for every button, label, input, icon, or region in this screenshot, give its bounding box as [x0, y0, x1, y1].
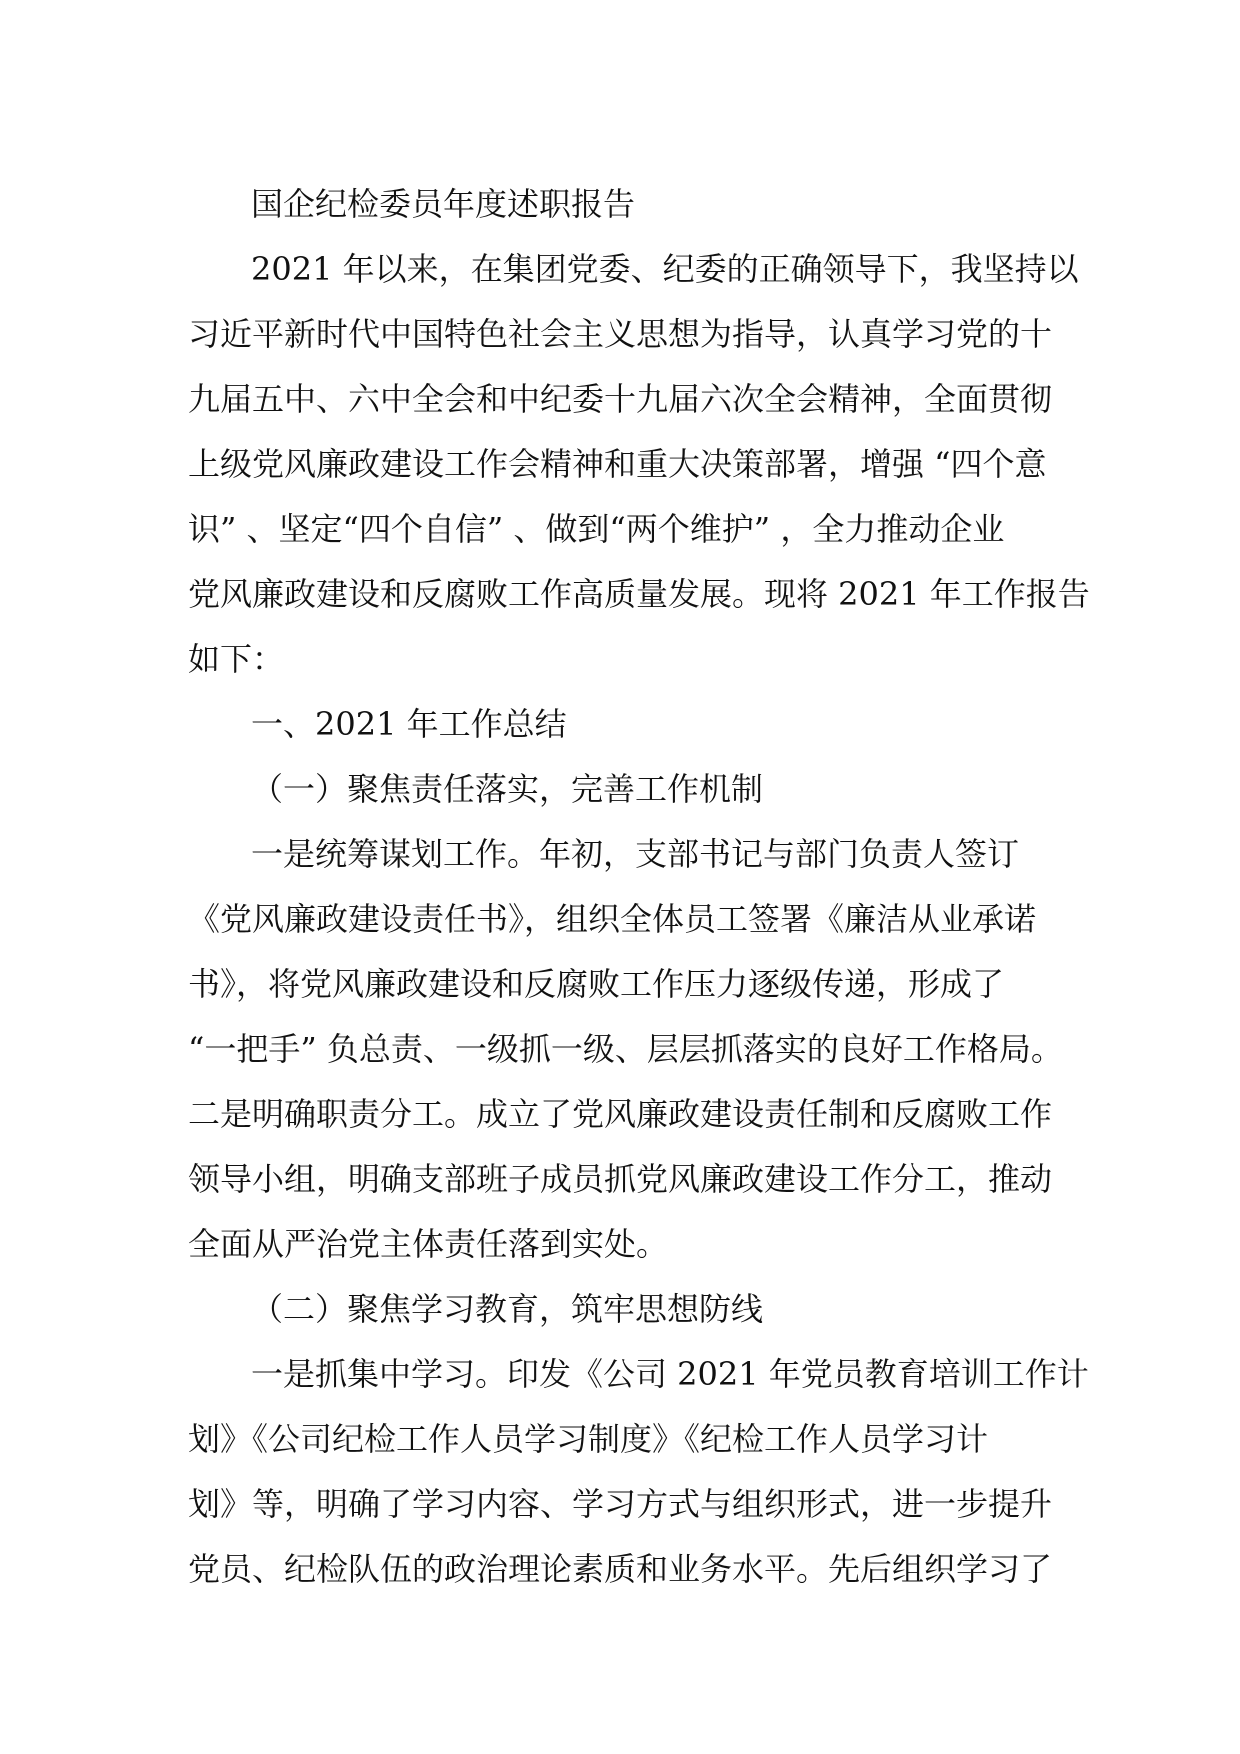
- text-line: 一是抓集中学习。印发《公司 2021 年党员教育培训工作计: [251, 1355, 1089, 1393]
- text-line: 识” 、坚定“四个自信” 、做到“两个维护” ，全力推动企业: [188, 510, 1005, 548]
- subsection-2-paragraph: [188, 1342, 1089, 1602]
- text-line: 划》《公司纪检工作人员学习制度》《纪检工作人员学习计: [188, 1420, 989, 1458]
- text-line: 九届五中、六中全会和中纪委十九届六次全会精神，全面贯彻: [188, 380, 1053, 418]
- text-line: 党员、纪检队伍的政治理论素质和业务水平。先后组织学习了: [188, 1550, 1053, 1588]
- subsection-1-paragraph: [188, 822, 1064, 1277]
- text-line: 书》，将党风廉政建设和反腐败工作压力逐级传递，形成了: [188, 965, 1005, 1003]
- subsection-heading: （二）聚焦学习教育，筑牢思想防线: [251, 1290, 764, 1328]
- document-title: 国企纪检委员年度述职报告: [251, 185, 636, 223]
- document-body: [188, 172, 1090, 1602]
- text-line: 2021 年以来，在集团党委、纪委的正确领导下，我坚持以: [251, 250, 1079, 288]
- intro-paragraph: [188, 237, 1090, 692]
- section-heading: 一、2021 年工作总结: [251, 705, 567, 743]
- text-line: 全面从严治党主体责任落到实处。: [188, 1225, 669, 1263]
- text-line: 上级党风廉政建设工作会精神和重大决策部署，增强 “四个意: [188, 445, 1047, 483]
- text-line: 如下：: [188, 640, 285, 678]
- text-line: 二是明确职责分工。成立了党风廉政建设责任制和反腐败工作: [188, 1095, 1053, 1133]
- text-line: “一把手” 负总责、一级抓一级、层层抓落实的良好工作格局。: [188, 1030, 1063, 1068]
- text-line: 划》等，明确了学习内容、学习方式与组织形式，进一步提升: [188, 1485, 1053, 1523]
- text-line: 《党风廉政建设责任书》，组织全体员工签署《廉洁从业承诺: [188, 900, 1037, 938]
- text-line: 党风廉政建设和反腐败工作高质量发展。现将 2021 年工作报告: [188, 575, 1090, 613]
- text-line: 习近平新时代中国特色社会主义思想为指导，认真学习党的十: [188, 315, 1053, 353]
- text-line: 领导小组，明确支部班子成员抓党风廉政建设工作分工，推动: [188, 1160, 1053, 1198]
- subsection-heading: （一）聚焦责任落实，完善工作机制: [251, 770, 764, 808]
- text-line: 一是统筹谋划工作。年初，支部书记与部门负责人签订: [251, 835, 1020, 873]
